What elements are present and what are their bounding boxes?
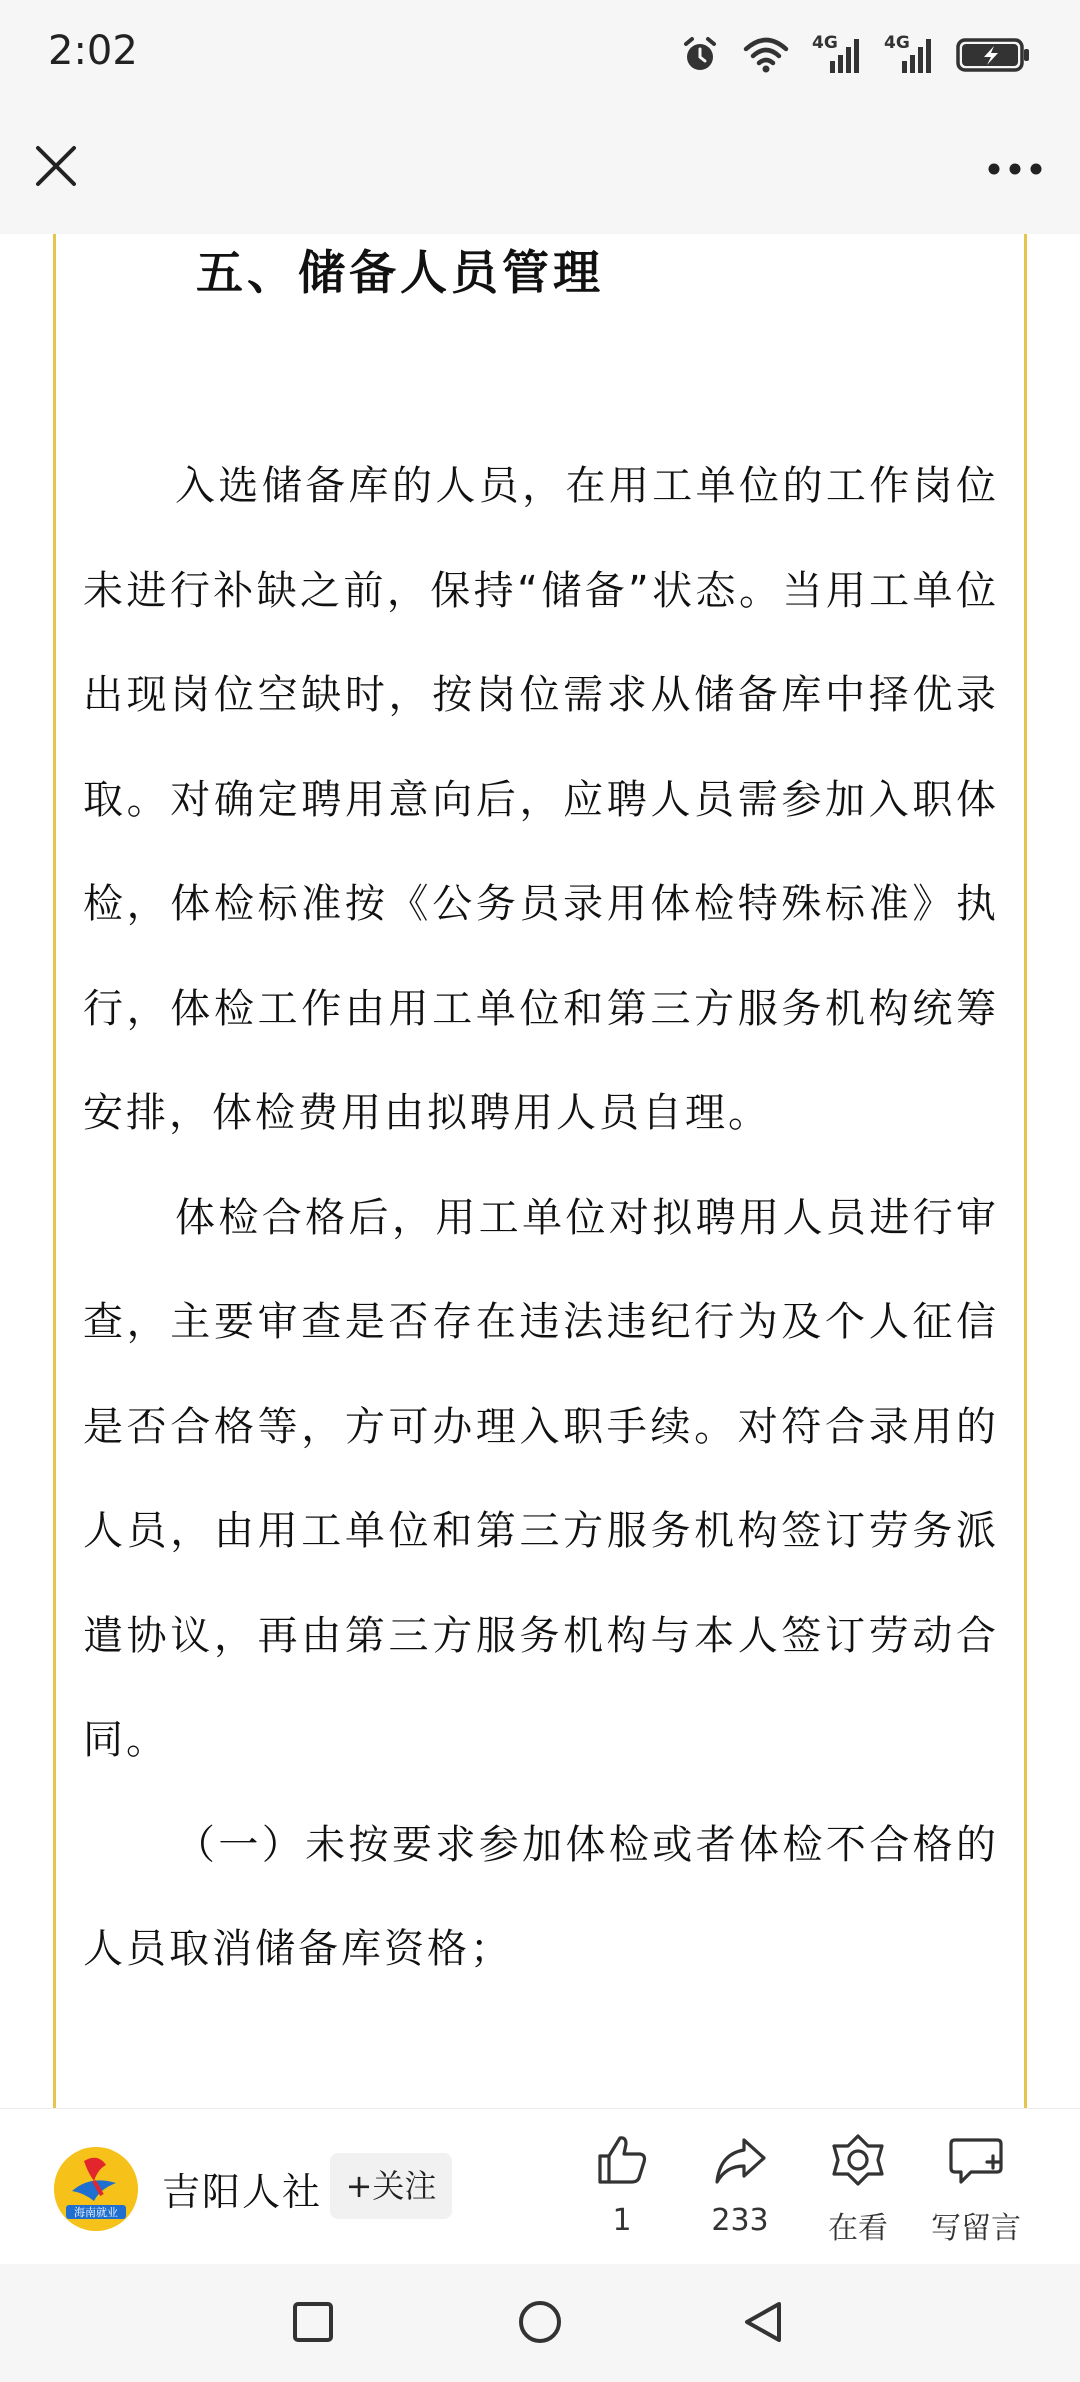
signal-4g-icon xyxy=(812,35,862,75)
recent-apps-icon xyxy=(291,2300,335,2348)
share-button[interactable] xyxy=(680,2129,800,2249)
system-navigation-bar xyxy=(0,2264,1080,2382)
home-icon xyxy=(516,2298,564,2350)
account-avatar[interactable] xyxy=(54,2147,138,2231)
comment-label: 写留言 xyxy=(931,2211,1021,2246)
network-label: 4G xyxy=(884,33,910,53)
close-button[interactable] xyxy=(26,138,86,198)
like-button[interactable] xyxy=(562,2129,682,2249)
follow-button[interactable]: +关注 xyxy=(330,2153,452,2219)
alarm-icon xyxy=(680,35,720,75)
more-dots-icon xyxy=(987,161,1043,180)
share-arrow-icon xyxy=(712,2129,768,2191)
article-paragraph: 体检合格后，用工单位对拟聘用人员进行审查，主要审查是否存在违法违纪行为及个人征信是否合格等，方可办理入职手续。对符合录用的人员，由用工单位和第三方服务机构签订劳务派遣协议，再由第三方服务机构与本人签订劳动合同。 xyxy=(83,1194,999,1763)
status-time: 2:02 xyxy=(48,28,138,74)
article-paragraph: 入选储备库的人员，在用工单位的工作岗位未进行补缺之前，保持“储备”状态。当用工单位出现岗位空缺时，按岗位需求从储备库中择优录取。对确定聘用意向后，应聘人员需参加入职体检，体检标准按《公务员录用体检特殊标准》执行，体检工作由用工单位和第三方服务机构统筹安排，体检费用由拟聘用人员自理。 xyxy=(83,463,999,1136)
article-paragraph: （一）未按要求参加体检或者体检不合格的人员取消储备库资格； xyxy=(83,1821,999,1972)
article-content[interactable] xyxy=(0,234,1080,2108)
status-bar xyxy=(0,0,1080,110)
signal-4g-icon xyxy=(884,35,934,75)
close-icon xyxy=(34,144,78,192)
share-count: 233 xyxy=(711,2203,769,2238)
status-icons xyxy=(680,30,1030,80)
more-button[interactable] xyxy=(980,140,1050,200)
nav-bar xyxy=(0,110,1080,235)
thumbs-up-icon xyxy=(594,2129,650,2191)
avatar-text: 海南就业 xyxy=(74,2206,118,2219)
section-heading: 五、储备人员管理 xyxy=(196,246,604,301)
home-button[interactable] xyxy=(510,2294,570,2354)
bottom-action-bar xyxy=(0,2108,1080,2265)
comment-button[interactable] xyxy=(916,2129,1036,2249)
back-icon xyxy=(741,2298,785,2350)
watching-label: 在看 xyxy=(828,2211,888,2246)
wifi-icon xyxy=(742,35,790,75)
like-count: 1 xyxy=(612,2203,632,2238)
comment-icon xyxy=(947,2129,1005,2191)
article-body xyxy=(83,434,999,2002)
battery-charging-icon xyxy=(956,35,1030,75)
network-label: 4G xyxy=(812,33,838,53)
watching-button[interactable] xyxy=(798,2129,918,2249)
back-button[interactable] xyxy=(733,2294,793,2354)
account-name[interactable]: 吉阳人社 xyxy=(162,2170,323,2214)
watching-star-icon xyxy=(830,2129,886,2191)
recent-apps-button[interactable] xyxy=(283,2294,343,2354)
